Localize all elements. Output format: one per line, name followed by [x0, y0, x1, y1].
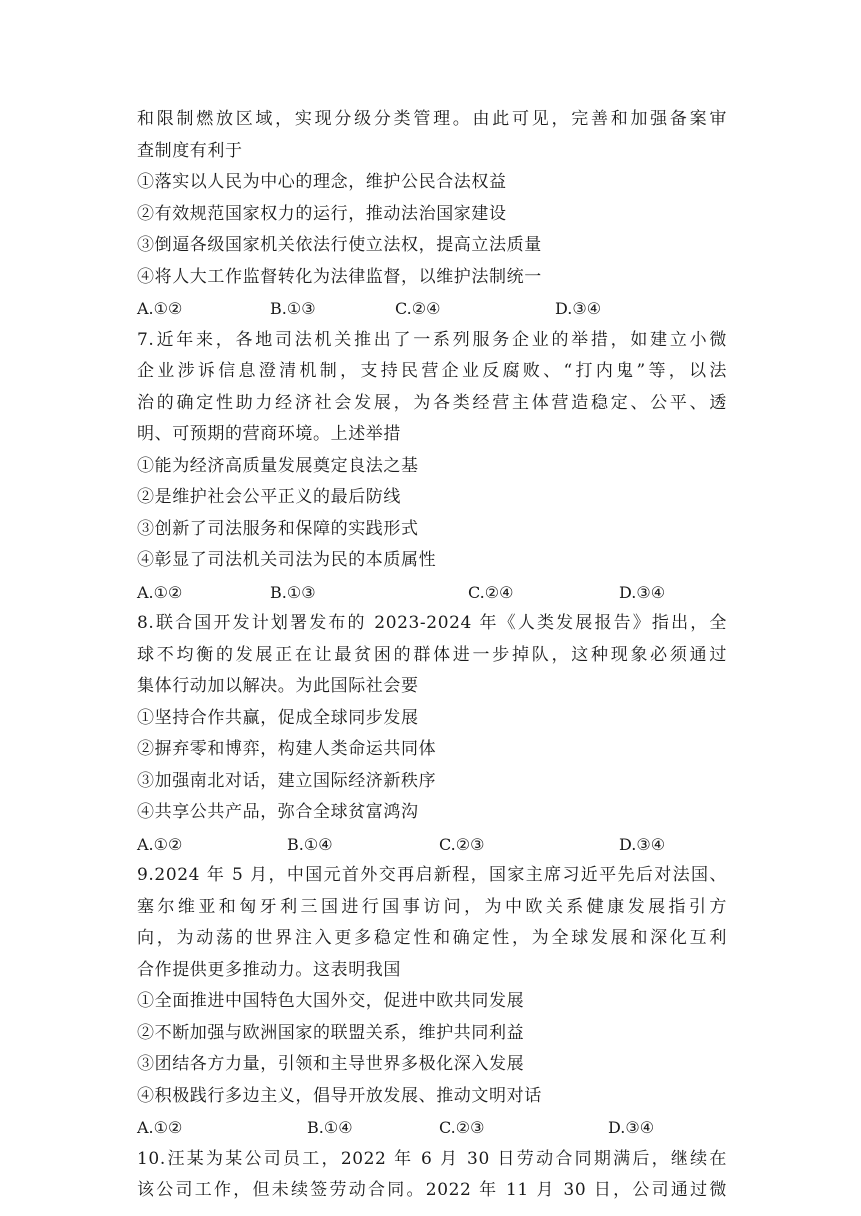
question-10-stem — [137, 1144, 727, 1207]
option-item: ④积极践行多边主义，倡导开放发展、推动文明对话 — [137, 1085, 542, 1106]
answer-choice-d: D.③④ — [619, 582, 666, 602]
answer-choice-b: B.①④ — [287, 834, 333, 854]
stem-line: 治的确定性助力经济社会发展，为各类经营主体营造稳定、公平、透 — [137, 392, 727, 413]
option-item: ①全面推进中国特色大国外交，促进中欧共同发展 — [137, 991, 525, 1011]
question-8-answers — [137, 829, 727, 861]
question-6-stem — [137, 104, 727, 167]
answer-choice-b: B.①④ — [307, 1118, 353, 1137]
stem-line: 7.近年来，各地司法机关推出了一系列服务企业的举措，如建立小微 — [137, 329, 727, 350]
option-item: ①坚持合作共赢，促成全球同步发展 — [137, 707, 419, 728]
option-item: ②是维护社会公平正义的最后防线 — [137, 487, 401, 507]
question-7-stem — [137, 325, 727, 451]
question-9-answers — [137, 1112, 727, 1144]
option-item: ④彰显了司法机关司法为民的本质属性 — [137, 550, 437, 570]
answer-choice-a: A.①② — [137, 582, 183, 602]
option-item: ②不断加强与欧洲国家的联盟关系，维护共同利益 — [137, 1022, 525, 1043]
answer-choice-d: D.③④ — [555, 299, 602, 318]
option-item: ③加强南北对话，建立国际经济新秩序 — [137, 770, 437, 791]
option-item: ①能为经济高质量发展奠定良法之基 — [137, 455, 419, 476]
answer-choice-c: C.②④ — [468, 582, 514, 602]
option-item: ③创新了司法服务和保障的实践形式 — [137, 518, 419, 539]
option-item: ③团结各方力量，引领和主导世界多极化深入发展 — [137, 1054, 525, 1074]
stem-line: 8.联合国开发计划署发布的 2023-2024 年《人类发展报告》指出，全 — [137, 613, 727, 633]
answer-choice-a: A.①② — [137, 299, 183, 318]
option-item: ②有效规范国家权力的运行，推动法治国家建设 — [137, 203, 507, 224]
stem-line: 合作提供更多推动力。这表明我国 — [137, 959, 401, 980]
stem-line: 9.2024 年 5 月，中国元首外交再启新程，国家主席习近平先后对法国、 — [137, 865, 727, 885]
stem-line: 向，为动荡的世界注入更多稳定性和确定性，为全球发展和深化互利 — [137, 928, 727, 948]
stem-line: 明、可预期的营商环境。上述举措 — [137, 424, 401, 444]
option-item: ④将人大工作监督转化为法律监督，以维护法制统一 — [137, 266, 542, 287]
option-item: ①落实以人民为中心的理念，维护公民合法权益 — [137, 172, 507, 192]
option-item: ②摒弃零和博弈，构建人类命运共同体 — [137, 739, 437, 759]
question-7-answers — [137, 577, 727, 609]
stem-line: 企业涉诉信息澄清机制，支持民营企业反腐败、“打内鬼”等，以法 — [137, 361, 727, 381]
stem-line: 该公司工作，但未续签劳动合同。2022 年 11 月 30 日，公司通过微 — [137, 1180, 727, 1200]
answer-choice-a: A.①② — [137, 1118, 183, 1137]
option-item: ④共享公共产品，弥合全球贫富鸿沟 — [137, 802, 419, 822]
answer-choice-c: C.②③ — [439, 1118, 485, 1137]
answer-choice-b: B.①③ — [270, 299, 316, 318]
stem-line: 和限制燃放区域，实现分级分类管理。由此可见，完善和加强备案审 — [137, 109, 727, 129]
stem-line: 塞尔维亚和匈牙利三国进行国事访问，为中欧关系健康发展指引方 — [137, 896, 727, 917]
question-9-options — [137, 986, 727, 1112]
question-6-answers — [137, 293, 727, 325]
question-8-stem — [137, 608, 727, 703]
question-8-options — [137, 703, 727, 829]
question-9-stem — [137, 860, 727, 986]
exam-page — [137, 104, 727, 1207]
stem-line: 集体行动加以解决。为此国际社会要 — [137, 676, 419, 696]
answer-choice-a: A.①② — [137, 834, 183, 854]
question-7-options — [137, 451, 727, 577]
stem-line: 查制度有利于 — [137, 140, 243, 161]
question-6-options — [137, 167, 727, 293]
stem-line: 球不均衡的发展正在让最贫困的群体进一步掉队，这种现象必须通过 — [137, 644, 727, 665]
answer-choice-d: D.③④ — [608, 1118, 655, 1137]
answer-choice-d: D.③④ — [619, 834, 666, 854]
stem-line: 10.汪某为某公司员工，2022 年 6 月 30 日劳动合同期满后，继续在 — [137, 1148, 727, 1169]
option-item: ③倒逼各级国家机关依法行使立法权，提高立法质量 — [137, 235, 542, 255]
answer-choice-b: B.①③ — [270, 582, 316, 602]
answer-choice-c: C.②③ — [439, 834, 485, 854]
answer-choice-c: C.②④ — [395, 299, 441, 318]
